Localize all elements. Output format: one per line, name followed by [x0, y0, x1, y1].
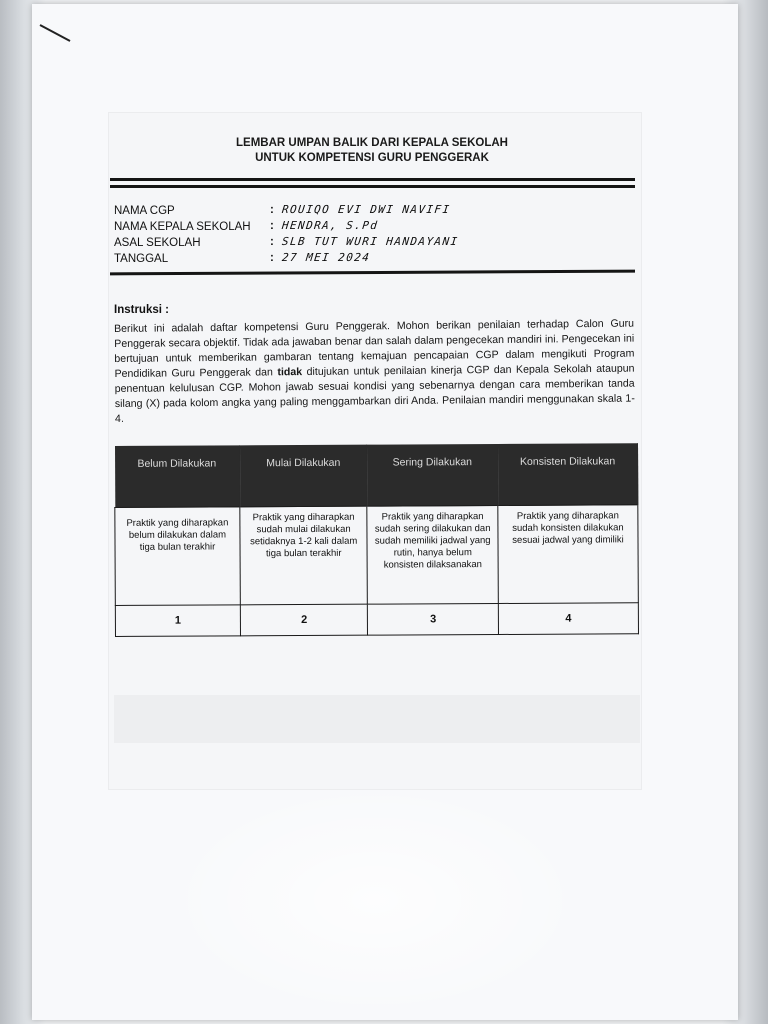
field-colon: : [270, 236, 274, 248]
field-tanggal [114, 251, 634, 267]
field-label: NAMA CGP [114, 205, 175, 217]
field-colon: : [270, 204, 274, 216]
scale-header-cell: Mulai Dilakukan [239, 445, 367, 507]
instructions-text-part-2: ditujukan untuk penilaian kinerja CGP dan Kepala Sekolah ataupun penentuan kelulusan CGP. Mohon jawab sesuai kondisi yang sebenarnya dengan cara memberikan tanda silang (X) pada kolom angka yang paling menggambarkan diri Anda. Penilaian mandiri menggunakan skala 1-4. [114, 362, 635, 425]
scale-score-row [115, 603, 638, 637]
scale-description-cell: Praktik yang diharapkan sudah mulai dilakukan setidaknya 1-2 kali dalam tiga bulan terakhir [240, 506, 368, 605]
header-divider-top-2 [110, 185, 635, 188]
scale-header-row [114, 443, 637, 507]
field-asal-sekolah [114, 235, 634, 251]
scale-score-cell: 2 [240, 604, 368, 636]
field-label: ASAL SEKOLAH [114, 237, 201, 249]
title-line-2: UNTUK KOMPETENSI GURU PENGGERAK [255, 152, 489, 164]
handwritten-value: ROUIQO EVI DWI NAVIFI [281, 203, 452, 216]
light-glare [160, 780, 590, 1020]
instructions-heading: Instruksi : [114, 304, 169, 316]
scale-score-cell: 4 [498, 603, 638, 635]
scale-header-cell: Sering Dilakukan [367, 444, 498, 506]
instructions-body [114, 317, 635, 427]
scale-score-cell: 3 [368, 603, 499, 635]
field-label: NAMA KEPALA SEKOLAH [114, 221, 251, 233]
field-nama-kepala-sekolah [114, 219, 634, 235]
scale-score-cell: 1 [115, 605, 240, 637]
field-colon: : [270, 252, 274, 264]
title-line-1: LEMBAR UMPAN BALIK DARI KEPALA SEKOLAH [236, 137, 508, 149]
scale-header-cell: Konsisten Dilakukan [498, 443, 638, 505]
instructions-emphasis: tidak [277, 366, 303, 379]
header-divider-top [110, 178, 635, 181]
field-nama-cgp [114, 203, 634, 219]
scale-description-row [115, 505, 639, 606]
rating-scale-table [114, 443, 639, 637]
scale-header-cell: Belum Dilakukan [114, 445, 239, 507]
instructions-text-part-1: Berikut ini adalah daftar kompetensi Guru Penggerak. Mohon berikan penilaian terhadap Calon Guru Penggerak secara objektif. Tidak ada jawaban benar dan salah dalam pengecekan mandiri ini. Pengecekan ini bertujuan untuk memberikan gambaran tentang kemajuan pencapaian CGP dalam mengikuti Program Pendidikan Guru Penggerak dan [114, 317, 635, 380]
handwritten-value: HENDRA, S.Pd [281, 219, 379, 232]
field-colon: : [270, 220, 274, 232]
field-label: TANGGAL [114, 253, 169, 265]
handwritten-value: 27 MEI 2024 [281, 251, 371, 264]
reverse-side-ghost-bar [114, 695, 640, 743]
scale-description-cell: Praktik yang diharapkan sudah sering dilakukan dan sudah memiliki jadwal yang rutin, hanya belum konsisten dilaksanakan [367, 505, 498, 604]
handwritten-value: SLB TUT WURI HANDAYANI [281, 235, 460, 248]
scale-description-cell: Praktik yang diharapkan sudah konsisten dilakukan sesuai jadwal yang dimiliki [498, 505, 638, 604]
identity-fields [114, 203, 634, 267]
document-title [110, 136, 634, 166]
scale-description-cell: Praktik yang diharapkan belum dilakukan dalam tiga bulan terakhir [115, 507, 241, 606]
